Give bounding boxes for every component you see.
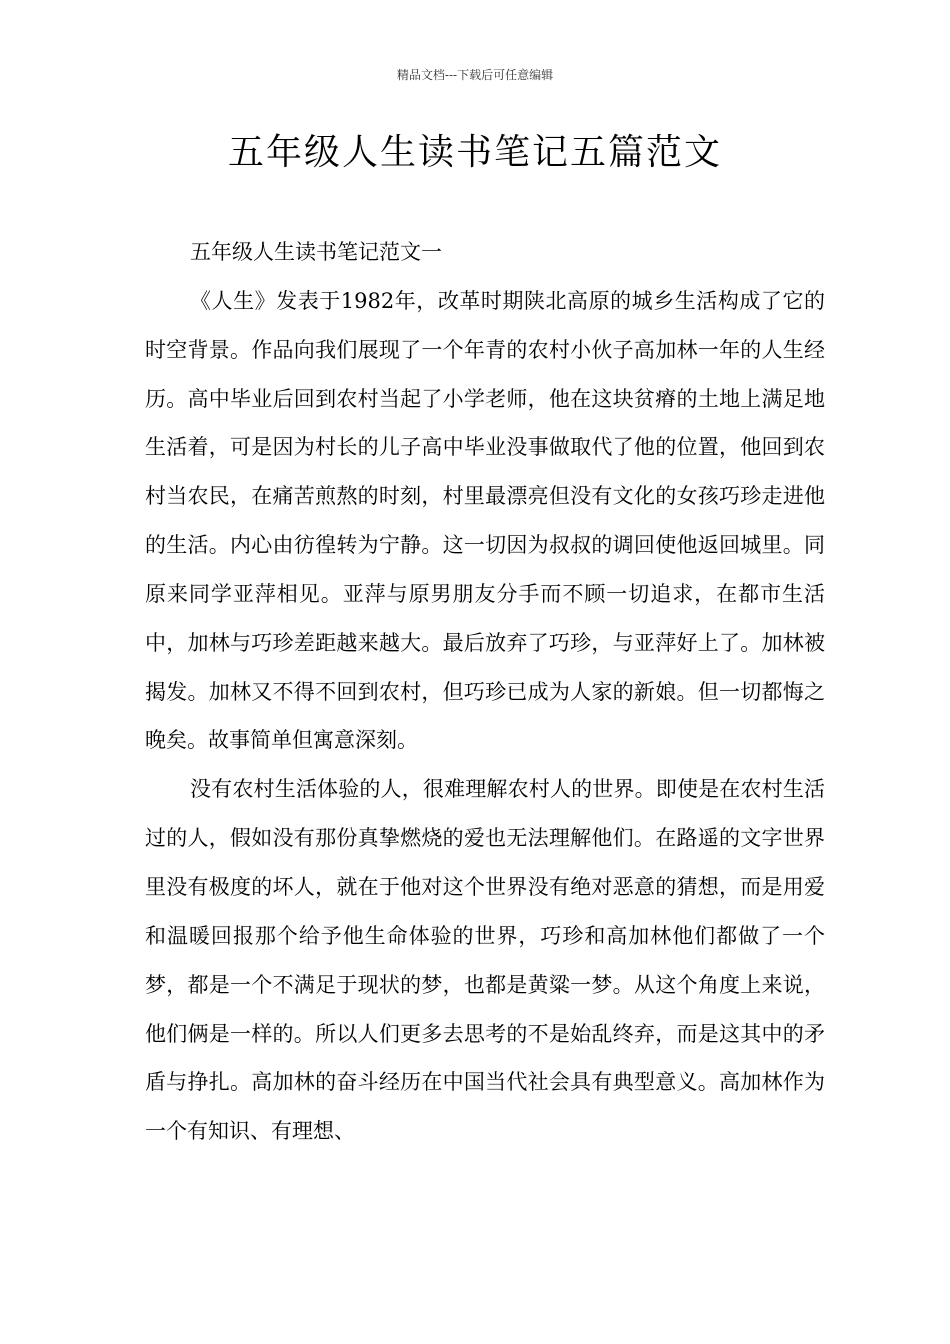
section-heading: 五年级人生读书笔记范文一	[190, 240, 442, 264]
document-title: 五年级人生读书笔记五篇范文	[227, 132, 722, 173]
paragraph: 没有农村生活体验的人，很难理解农村人的世界。即使是在农村生活过的人，假如没有那份真挚燃烧的爱也无法理解他们。在路遥的文字世界里没有极度的坏人，就在于他对这个世界没有绝对恶意的猜想，而是用爱和温暖回报那个给予他生命体验的世界，巧珍和高加林他们都做了一个梦，都是一个不满足于现状的梦，也都是黄粱一梦。从这个角度上来说，他们俩是一样的。所以人们更多去思考的不是始乱终弃，而是这其中的矛盾与挣扎。高加林的奋斗经历在中国当代社会具有典型意义。高加林作为一个有知识、有理想、	[145, 777, 825, 1144]
header-note: 精品文档---下载后可任意编辑	[396, 68, 554, 82]
document-body	[145, 228, 825, 1156]
paragraph: 《人生》发表于1982年，改革时期陕北高原的城乡生活构成了它的时空背景。作品向我们展现了一个年青的农村小伙子高加林一年的人生经历。高中毕业后回到农村当起了小学老师，他在这块贫瘠的土地上满足地生活着，可是因为村长的儿子高中毕业没事做取代了他的位置，他回到农村当农民，在痛苦煎熬的时刻，村里最漂亮但没有文化的女孩巧珍走进他的生活。内心由彷徨转为宁静。这一切因为叔叔的调回使他返回城里。同原来同学亚萍相见。亚萍与原男朋友分手而不顾一切追求，在都市生活中，加林与巧珍差距越来越大。最后放弃了巧珍，与亚萍好上了。加林被揭发。加林又不得不回到农村，但巧珍已成为人家的新娘。但一切都悔之晚矣。故事简单但寓意深刻。	[145, 288, 825, 753]
